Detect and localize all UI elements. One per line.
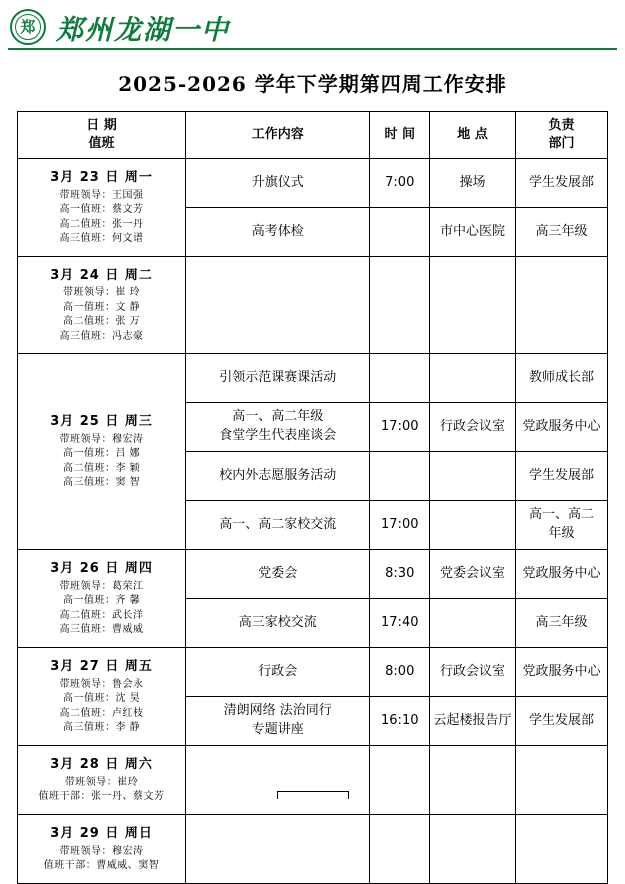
department-cell-line: 党政服务中心 <box>522 565 601 581</box>
duty-line: 高一值班：文 静 <box>62 301 141 313</box>
date-label: 3月 23 日 周一 <box>50 170 153 186</box>
duty-line: 高三值班：窦 智 <box>62 477 141 489</box>
duty-line: 高一值班：沈 昊 <box>62 693 141 705</box>
place-cell-line: 云起楼报告厅 <box>433 712 512 728</box>
duty-line: 高三值班：何文谱 <box>59 233 144 245</box>
department-cell-line: 教师成长部 <box>528 369 594 385</box>
department-cell <box>515 403 607 452</box>
time-cell <box>370 501 430 550</box>
column-header-dept-line2: 部门 <box>548 136 575 151</box>
department-cell-line: 高三年级 <box>535 614 588 630</box>
school-name: 郑州龙湖一中 <box>56 14 230 46</box>
time-cell-line: 7:00 <box>385 174 415 190</box>
department-cell <box>515 815 607 884</box>
date-duty-cell <box>18 648 186 746</box>
duty-line: 高二值班：张 万 <box>62 316 141 328</box>
column-header-time: 时 间 <box>370 112 430 159</box>
department-cell <box>515 501 607 550</box>
work-content-cell-line: 高一、高二年级 <box>232 409 324 425</box>
work-content-cell <box>186 354 370 403</box>
time-cell <box>370 648 430 697</box>
department-cell-line: 党政服务中心 <box>522 663 601 679</box>
place-cell <box>430 452 516 501</box>
column-header-date <box>18 112 186 159</box>
duty-line: 高二值班：卢红枝 <box>59 707 144 719</box>
department-cell <box>515 159 607 208</box>
work-content-cell <box>186 746 370 815</box>
time-cell <box>370 159 430 208</box>
date-duty-cell <box>18 815 186 884</box>
time-cell-line: 8:30 <box>385 565 415 581</box>
department-cell-line: 学生发展部 <box>528 174 594 190</box>
work-content-cell <box>186 159 370 208</box>
work-content-cell <box>186 648 370 697</box>
duty-line: 高一值班：吕 娜 <box>62 448 141 460</box>
header-divider <box>8 48 617 50</box>
table-row <box>18 648 608 697</box>
date-label: 3月 24 日 周二 <box>50 267 153 283</box>
duty-line: 高二值班：李 颖 <box>62 462 141 474</box>
place-cell <box>430 257 516 354</box>
work-content-cell-line: 行政会 <box>258 663 298 679</box>
department-cell <box>515 208 607 257</box>
date-label: 3月 25 日 周三 <box>50 414 153 430</box>
place-cell <box>430 501 516 550</box>
table-row <box>18 257 608 354</box>
department-cell <box>515 599 607 648</box>
table-row <box>18 354 608 403</box>
work-content-cell-line: 高一、高二家校交流 <box>219 516 337 532</box>
department-cell-line: 学生发展部 <box>528 712 594 728</box>
time-cell <box>370 599 430 648</box>
time-cell <box>370 815 430 884</box>
duty-line: 高三值班：李 静 <box>62 722 141 734</box>
department-cell <box>515 550 607 599</box>
column-header-dept-line1: 负责 <box>548 118 575 134</box>
time-cell-line: 8:00 <box>385 663 415 679</box>
place-cell <box>430 208 516 257</box>
page-footer-stub <box>277 791 349 799</box>
time-cell <box>370 452 430 501</box>
column-header-dept <box>515 112 607 159</box>
time-cell <box>370 403 430 452</box>
department-cell <box>515 452 607 501</box>
time-cell <box>370 550 430 599</box>
department-cell-line: 高三年级 <box>535 223 588 239</box>
time-cell <box>370 208 430 257</box>
duty-line: 带班领导：崔 玲 <box>62 287 141 299</box>
duty-line: 高三值班：曹威威 <box>59 624 144 636</box>
work-content-cell <box>186 452 370 501</box>
department-cell-line: 党政服务中心 <box>522 418 601 434</box>
place-cell <box>430 159 516 208</box>
place-cell <box>430 550 516 599</box>
date-duty-cell <box>18 354 186 550</box>
place-cell-line: 行政会议室 <box>440 418 506 434</box>
table-row <box>18 159 608 208</box>
time-cell-line: 17:00 <box>381 418 419 434</box>
table-header-row <box>18 112 608 159</box>
place-cell <box>430 815 516 884</box>
duty-line: 带班领导：鲁会永 <box>59 678 144 690</box>
place-cell <box>430 697 516 746</box>
school-logo-glyph: 郑 <box>20 17 36 36</box>
work-content-cell <box>186 403 370 452</box>
time-cell-line: 16:10 <box>381 712 419 728</box>
column-header-place: 地 点 <box>430 112 516 159</box>
date-label: 3月 27 日 周五 <box>50 659 153 675</box>
time-cell <box>370 746 430 815</box>
school-header <box>0 0 625 46</box>
work-content-cell <box>186 501 370 550</box>
work-content-cell-line: 党委会 <box>258 565 298 581</box>
work-content-cell-line: 校内外志愿服务活动 <box>219 467 337 483</box>
place-cell-line: 市中心医院 <box>440 223 506 239</box>
duty-line: 带班领导：穆宏涛 <box>59 845 144 857</box>
department-cell-line: 年级 <box>548 526 575 541</box>
date-label: 3月 29 日 周日 <box>50 826 153 842</box>
duty-line: 值班干部：张一丹、蔡文芳 <box>38 791 165 803</box>
time-cell <box>370 257 430 354</box>
table-row <box>18 550 608 599</box>
department-cell <box>515 697 607 746</box>
work-content-cell <box>186 257 370 354</box>
duty-line: 带班领导：葛荣江 <box>59 580 144 592</box>
place-cell <box>430 599 516 648</box>
place-cell-line: 操场 <box>459 174 486 190</box>
column-header-date-line1: 日 期 <box>86 118 117 134</box>
schedule-table-container <box>0 111 625 884</box>
schedule-table <box>17 111 608 884</box>
date-label: 3月 28 日 周六 <box>50 757 153 773</box>
work-content-cell-line: 升旗仪式 <box>251 174 304 190</box>
column-header-date-line2: 值班 <box>88 136 115 151</box>
work-content-cell <box>186 599 370 648</box>
department-cell-line: 高一、高二 <box>528 507 594 523</box>
date-duty-cell <box>18 550 186 648</box>
time-cell-line: 17:40 <box>381 614 419 630</box>
work-content-cell-line: 引领示范课赛课活动 <box>219 369 337 385</box>
place-cell-line: 行政会议室 <box>440 663 506 679</box>
work-content-cell <box>186 815 370 884</box>
work-content-cell-line: 高考体检 <box>251 223 304 239</box>
duty-line: 带班领导：王国强 <box>59 189 144 201</box>
duty-line: 高二值班：武长洋 <box>59 609 144 621</box>
duty-line: 带班领导：穆宏涛 <box>59 433 144 445</box>
department-cell <box>515 648 607 697</box>
work-content-cell-line: 食堂学生代表座谈会 <box>219 428 337 443</box>
place-cell-line: 党委会议室 <box>440 565 506 581</box>
duty-line: 值班干部：曹威威、窦智 <box>43 860 160 872</box>
schedule-table-body <box>18 159 608 884</box>
department-cell-line: 学生发展部 <box>528 467 594 483</box>
duty-line: 带班领导：崔玲 <box>64 776 139 788</box>
duty-line: 高一值班：齐 馨 <box>62 595 141 607</box>
duty-line: 高二值班：张一丹 <box>59 218 144 230</box>
date-label: 3月 26 日 周四 <box>50 561 153 577</box>
place-cell <box>430 746 516 815</box>
work-content-cell <box>186 208 370 257</box>
place-cell <box>430 403 516 452</box>
department-cell <box>515 746 607 815</box>
column-header-work: 工作内容 <box>186 112 370 159</box>
time-cell-line: 17:00 <box>381 516 419 532</box>
date-duty-cell <box>18 257 186 354</box>
page-title: 2025-2026 学年下学期第四周工作安排 <box>118 72 507 96</box>
duty-line: 高三值班：冯志豪 <box>59 330 144 342</box>
time-cell <box>370 697 430 746</box>
duty-line: 高一值班：蔡文芳 <box>59 204 144 216</box>
work-content-cell-line: 高三家校交流 <box>238 614 317 630</box>
work-content-cell-line: 专题讲座 <box>251 722 304 737</box>
time-cell <box>370 354 430 403</box>
work-content-cell <box>186 550 370 599</box>
work-content-cell-line: 清朗网络 法治同行 <box>223 703 332 719</box>
table-row <box>18 815 608 884</box>
date-duty-cell <box>18 746 186 815</box>
place-cell <box>430 354 516 403</box>
department-cell <box>515 257 607 354</box>
date-duty-cell <box>18 159 186 257</box>
school-logo-icon <box>10 9 46 45</box>
table-row <box>18 746 608 815</box>
work-content-cell <box>186 697 370 746</box>
department-cell <box>515 354 607 403</box>
place-cell <box>430 648 516 697</box>
